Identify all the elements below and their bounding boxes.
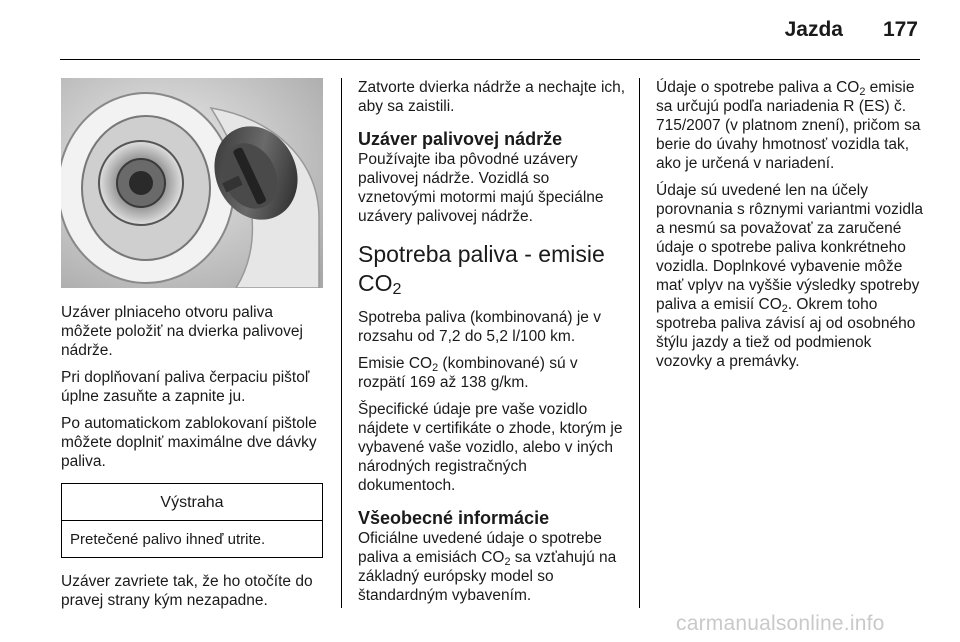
column-1 bbox=[61, 303, 323, 618]
paragraph: Údaje o spotrebe paliva a $CO_2$ emisie sa určujú podľa nariadenia R (ES) č. 715/2007 (v platnom znení), pričom sa berie do úvahy hmotnosť vozidla tak, ako je určená v nariadení. bbox=[656, 79, 921, 172]
warning-box bbox=[61, 483, 323, 558]
paragraph: Pri doplňovaní paliva čerpaciu pištoľ úplne zasuňte a zapnite ju. bbox=[61, 369, 310, 405]
paragraph: Spotreba paliva (kombinovaná) je v rozsahu od 7,2 do 5,2 l/100 km. bbox=[358, 309, 601, 345]
paragraph: Zatvorte dvierka nádrže a nechajte ich, aby sa zaistili. bbox=[358, 79, 626, 115]
warning-text: Pretečené palivo ihneď utrite. bbox=[70, 531, 266, 548]
watermark: carmanualsonline.info bbox=[676, 612, 885, 635]
paragraph: Uzáver plniaceho otvoru paliva môžete položiť na dvierka palivovej nádrže. bbox=[61, 304, 303, 359]
paragraph: Po automatickom zablokovaní pištole môžete doplniť maximálne dve dávky paliva. bbox=[61, 415, 317, 470]
paragraph: Uzáver zavriete tak, že ho otočíte do pravej strany kým nezapadne. bbox=[61, 573, 313, 609]
column-divider bbox=[341, 78, 342, 608]
column-2 bbox=[358, 78, 626, 613]
warning-title: Výstraha bbox=[62, 484, 322, 521]
paragraph: Používajte iba pôvodné uzávery palivovej nádrže. Vozidlá so vznetovými motormi majú špeciálne uzávery palivovej nádrže. bbox=[358, 151, 604, 225]
paragraph: Oficiálne uvedené údaje o spotrebe paliva a emisiách $CO_2$ sa vzťahujú na základný európsky model so štandardným vybavením. bbox=[358, 530, 617, 604]
subheading: Všeobecné informácie bbox=[358, 508, 550, 528]
column-divider bbox=[639, 78, 640, 608]
subheading: Uzáver palivovej nádrže bbox=[358, 129, 563, 149]
paragraph: Údaje sú uvedené len na účely porovnania s rôznymi variantmi vozidla a nesmú sa považovať za zaručené údaje o spotrebe paliva konkrétneho vozidla. Doplnkové vybavenie môže mať vplyv na vyššie výsledky spotreby paliva a emisií $CO_2$. Okrem toho spotreba paliva závisí aj od osobného štýlu jazdy a tiež od podmienok vozovky a premávky. bbox=[656, 182, 924, 370]
fuel-cap-photo bbox=[61, 78, 323, 288]
column-3 bbox=[656, 78, 926, 379]
paragraph: Emisie $CO_2$ (kombinované) sú v rozpätí 169 až 138 g/km. bbox=[358, 355, 578, 391]
page-number: 177 bbox=[882, 18, 918, 41]
section-title: Jazda bbox=[784, 18, 843, 41]
section-heading: Spotreba paliva - emisie $CO_2$ bbox=[358, 241, 605, 298]
fuel-filler-illustration bbox=[61, 78, 323, 288]
paragraph: Špecifické údaje pre vaše vozidlo nájdete v certifikáte o zhode, ktorým je vybavené vaše vozidlo, alebo v iných národných registračných dokumentoch. bbox=[358, 401, 623, 494]
header-rule bbox=[60, 59, 920, 60]
